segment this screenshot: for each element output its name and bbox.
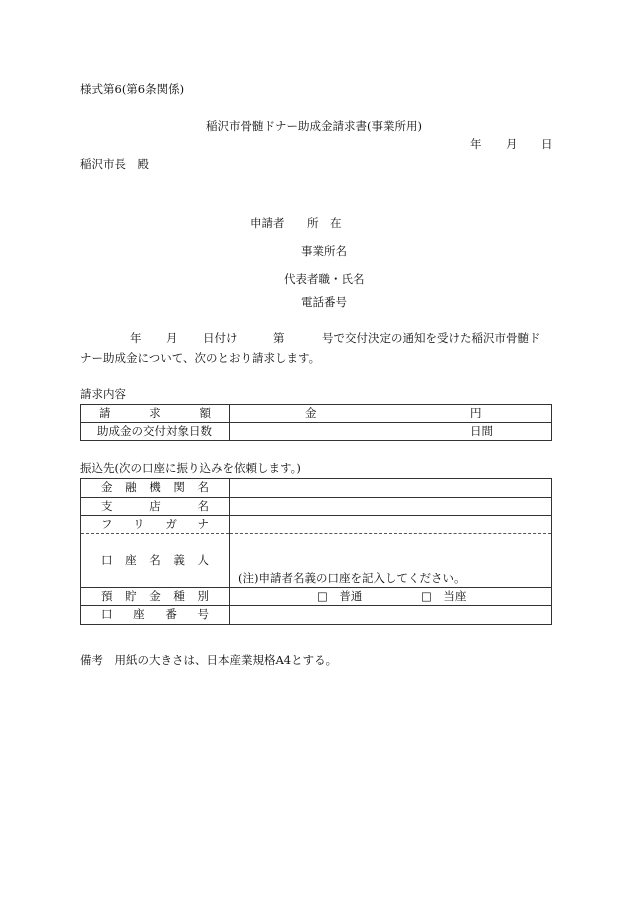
request-row-days bbox=[81, 423, 552, 441]
transfer-type-label-cell bbox=[81, 588, 230, 606]
transfer-type-value-cell bbox=[230, 588, 552, 606]
transfer-furigana-value-cell[interactable] bbox=[230, 516, 552, 534]
request-amount-label-char: 請 bbox=[99, 405, 111, 420]
request-amount-label-cell bbox=[81, 405, 230, 423]
transfer-heading: 振込先(次の口座に振り込みを依頼します。) bbox=[80, 461, 301, 475]
addressee: 稲沢市長 殿 bbox=[80, 157, 149, 171]
applicant-heading: 申請者 bbox=[250, 216, 285, 230]
body-month: 月 bbox=[166, 331, 178, 345]
transfer-row-type bbox=[81, 588, 552, 606]
transfer-row-branch bbox=[81, 498, 552, 516]
transfer-row-furigana bbox=[81, 516, 552, 534]
form-number: 様式第6(第6条関係) bbox=[80, 82, 185, 96]
label-char: 名 bbox=[149, 552, 161, 567]
label-char: 座 bbox=[125, 552, 137, 567]
account-type-checkbox-current[interactable]: □ 当座 bbox=[421, 588, 467, 603]
label-char: ガ bbox=[165, 516, 177, 531]
label-char: 人 bbox=[197, 552, 209, 567]
applicant-rep-label: 代表者職・氏名 bbox=[284, 272, 365, 286]
transfer-table bbox=[80, 478, 552, 625]
applicant-phone-label: 電話番号 bbox=[301, 295, 347, 309]
request-table bbox=[80, 404, 552, 441]
request-row-amount bbox=[81, 405, 552, 423]
label-char: 口 bbox=[101, 607, 113, 622]
transfer-bank-label-cell bbox=[81, 479, 230, 498]
request-heading: 請求内容 bbox=[80, 387, 126, 401]
label-char: ナ bbox=[197, 516, 209, 531]
transfer-row-bank bbox=[81, 479, 552, 498]
label-char: リ bbox=[133, 516, 145, 531]
label-char: 貯 bbox=[125, 588, 137, 603]
body-line1-rest: 号で交付決定の通知を受けた稲沢市骨髄ド bbox=[322, 331, 541, 345]
transfer-furigana-label-cell bbox=[81, 516, 230, 534]
label-char: 座 bbox=[133, 607, 145, 622]
body-year: 年 bbox=[130, 331, 142, 345]
label-char: 関 bbox=[173, 480, 185, 495]
label-char: 預 bbox=[101, 588, 113, 603]
transfer-holder-value-cell[interactable] bbox=[230, 534, 552, 588]
label-char: 口 bbox=[101, 552, 113, 567]
request-amount-label-char: 求 bbox=[149, 405, 161, 420]
transfer-bank-value-cell[interactable] bbox=[230, 479, 552, 498]
body-number-prefix: 第 bbox=[273, 331, 285, 345]
label-char: 義 bbox=[173, 552, 185, 567]
label-char: 号 bbox=[197, 607, 209, 622]
transfer-branch-label-cell bbox=[81, 498, 230, 516]
request-amount-label-char: 額 bbox=[199, 405, 211, 420]
label-char: 金 bbox=[149, 588, 161, 603]
transfer-row-holder bbox=[81, 534, 552, 588]
request-amount-prefix: 金 bbox=[305, 405, 317, 420]
transfer-number-label-cell bbox=[81, 606, 230, 625]
transfer-holder-label-cell bbox=[81, 534, 230, 588]
label-char: フ bbox=[101, 516, 113, 531]
transfer-branch-value-cell[interactable] bbox=[230, 498, 552, 516]
label-char: 別 bbox=[197, 588, 209, 603]
document-title: 稲沢市骨髄ドナー助成金請求書(事業所用) bbox=[206, 119, 422, 133]
body-line2: ナー助成金について、次のとおり請求します。 bbox=[80, 351, 321, 365]
label-char: 金 bbox=[101, 480, 113, 495]
request-days-suffix: 日間 bbox=[470, 423, 493, 438]
body-date-suffix: 日付け bbox=[203, 331, 238, 345]
account-type-checkbox-ordinary[interactable]: □ 普通 bbox=[317, 588, 363, 603]
label-char: 支 bbox=[101, 498, 113, 513]
request-days-value-cell[interactable] bbox=[230, 423, 552, 441]
label-char: 番 bbox=[165, 607, 177, 622]
applicant-address-label: 所 在 bbox=[307, 216, 342, 230]
request-days-label: 助成金の交付対象日数 bbox=[81, 423, 230, 441]
date-year-label: 年 bbox=[470, 137, 482, 151]
label-char: 融 bbox=[125, 480, 137, 495]
label-char: 機 bbox=[149, 480, 161, 495]
date-day-label: 日 bbox=[541, 137, 553, 151]
transfer-number-value-cell[interactable] bbox=[230, 606, 552, 625]
label-char: 名 bbox=[197, 480, 209, 495]
label-char: 名 bbox=[197, 498, 209, 513]
request-amount-suffix: 円 bbox=[470, 405, 482, 420]
label-char: 種 bbox=[173, 588, 185, 603]
label-char: 店 bbox=[149, 498, 161, 513]
remarks: 備考 用紙の大きさは、日本産業規格A4とする。 bbox=[80, 653, 338, 667]
request-amount-value-cell[interactable] bbox=[230, 405, 552, 423]
date-month-label: 月 bbox=[506, 137, 518, 151]
transfer-holder-note: (注)申請者名義の口座を記入してください。 bbox=[238, 570, 466, 585]
applicant-company-label: 事業所名 bbox=[301, 244, 347, 258]
transfer-row-number bbox=[81, 606, 552, 625]
